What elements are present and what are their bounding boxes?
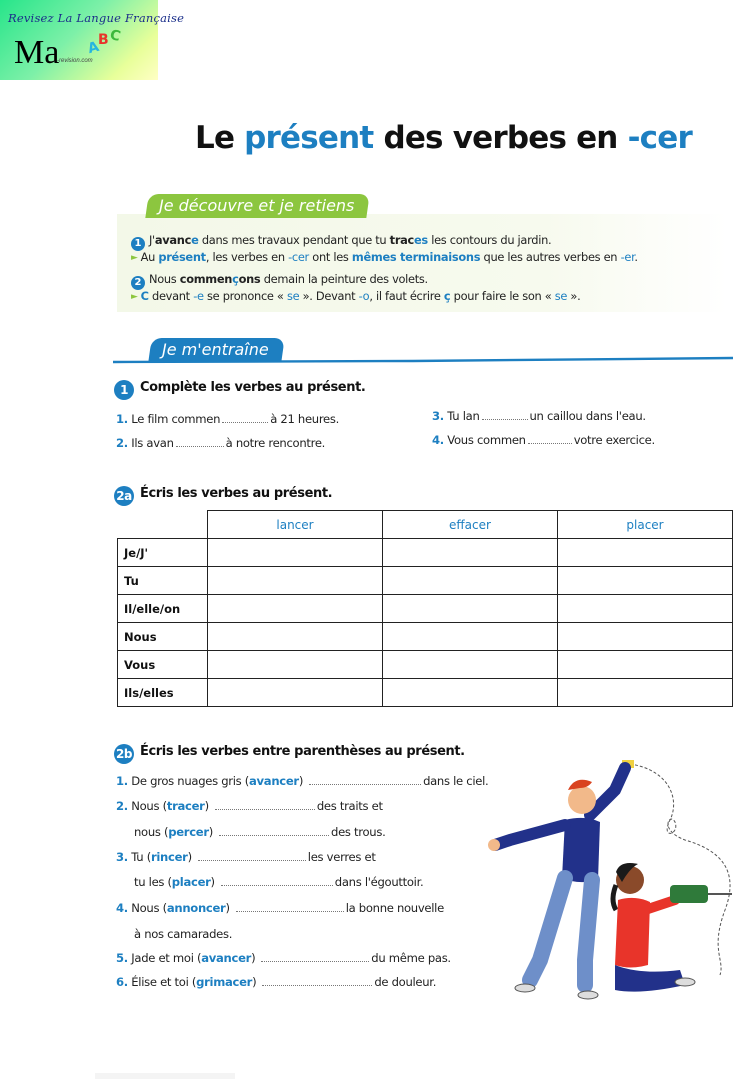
- drill-icon: [670, 885, 708, 903]
- pronoun-label: Il/elle/on: [118, 595, 208, 623]
- answer-blank[interactable]: [262, 975, 372, 986]
- table-row: [118, 651, 733, 679]
- answer-cell[interactable]: [558, 651, 733, 679]
- answer-blank[interactable]: [482, 409, 528, 420]
- conjugation-table: [117, 510, 733, 707]
- kids-diy-illustration: [470, 760, 740, 1010]
- abc-icon: A B C: [86, 26, 123, 58]
- answer-blank[interactable]: [198, 850, 306, 861]
- answer-blank[interactable]: [309, 774, 421, 785]
- exercise-2b-heading: 2b Écris les verbes entre parenthèses au présent.: [114, 744, 465, 764]
- badge-2b-icon: 2b: [114, 744, 134, 764]
- table-row: [118, 623, 733, 651]
- answer-cell[interactable]: [558, 679, 733, 707]
- pronoun-label: Vous: [118, 651, 208, 679]
- logo-site: -revision.com: [57, 58, 93, 64]
- exercise-2b-line-6: 6. Élise et toi (grimacer) de douleur.: [116, 975, 437, 989]
- site-logo: [0, 0, 185, 80]
- answer-cell[interactable]: [208, 539, 383, 567]
- page-title: Le présent des verbes en -cer: [195, 120, 692, 156]
- badge-1-icon: 1: [114, 380, 134, 400]
- answer-blank[interactable]: [176, 436, 224, 447]
- table-row: [118, 595, 733, 623]
- answer-cell[interactable]: [383, 651, 558, 679]
- column-header: effacer: [383, 511, 558, 539]
- logo-tagline: Revisez La Langue Française: [8, 11, 185, 25]
- answer-cell[interactable]: [383, 595, 558, 623]
- discover-example-2: 2 Nous commençons demain la peinture des volets.: [131, 272, 428, 290]
- exercise-2b-line-4: 4. Nous (annoncer) la bonne nouvelle: [116, 901, 444, 915]
- answer-cell[interactable]: [558, 567, 733, 595]
- answer-cell[interactable]: [208, 567, 383, 595]
- arrow-icon: ►: [131, 292, 138, 302]
- exercise-2b-line-2b: nous (percer) des trous.: [134, 825, 386, 839]
- answer-cell[interactable]: [383, 679, 558, 707]
- answer-blank[interactable]: [261, 951, 369, 962]
- answer-cell[interactable]: [558, 623, 733, 651]
- answer-cell[interactable]: [208, 623, 383, 651]
- answer-cell[interactable]: [558, 595, 733, 623]
- exercise-2b-line-3: 3. Tu (rincer) les verres et: [116, 850, 376, 864]
- table-header-row: [118, 511, 733, 539]
- answer-cell[interactable]: [383, 623, 558, 651]
- badge-1-icon: 1: [131, 237, 145, 251]
- table-row: [118, 567, 733, 595]
- discover-banner: Je découvre et je retiens: [145, 194, 370, 218]
- exercise-1-item-1: 1. Le film commen à 21 heures.: [116, 412, 340, 426]
- exercise-1-item-4: 4. Vous commen votre exercice.: [432, 433, 655, 447]
- column-header: lancer: [208, 511, 383, 539]
- answer-cell[interactable]: [558, 539, 733, 567]
- badge-2-icon: 2: [131, 276, 145, 290]
- pronoun-label: Nous: [118, 623, 208, 651]
- section-divider: [113, 356, 733, 366]
- answer-blank[interactable]: [528, 433, 572, 444]
- answer-blank[interactable]: [236, 901, 344, 912]
- exercise-2a-heading: 2a Écris les verbes au présent.: [114, 486, 332, 506]
- pronoun-label: Je/J': [118, 539, 208, 567]
- exercise-2b-line-4b: à nos camarades.: [134, 927, 233, 941]
- answer-blank[interactable]: [215, 799, 315, 810]
- exercise-2b-line-2: 2. Nous (tracer) des traits et: [116, 799, 383, 813]
- exercise-2b-line-1: 1. De gros nuages gris (avancer) dans le ciel.: [116, 774, 489, 788]
- table-row: [118, 679, 733, 707]
- pronoun-label: Ils/elles: [118, 679, 208, 707]
- pronoun-label: Tu: [118, 567, 208, 595]
- arrow-icon: ►: [131, 253, 138, 263]
- answer-cell[interactable]: [208, 595, 383, 623]
- discover-rule-2: ► C devant -e se prononce « se ». Devant -o, il faut écrire ç pour faire le son « se ».: [131, 289, 581, 303]
- practice-banner: Je m'entraîne: [148, 338, 284, 362]
- answer-blank[interactable]: [222, 412, 268, 423]
- answer-blank[interactable]: [221, 875, 333, 886]
- exercise-2b-line-3b: tu les (placer) dans l'égouttoir.: [134, 875, 424, 889]
- answer-cell[interactable]: [208, 679, 383, 707]
- answer-cell[interactable]: [208, 651, 383, 679]
- footer-scan-mark: [95, 1073, 235, 1079]
- exercise-1-item-2: 2. Ils avan à notre rencontre.: [116, 436, 326, 450]
- exercise-1-item-3: 3. Tu lan un caillou dans l'eau.: [432, 409, 646, 423]
- badge-2a-icon: 2a: [114, 486, 134, 506]
- exercise-2b-line-5: 5. Jade et moi (avancer) du même pas.: [116, 951, 451, 965]
- logo-brand: Ma: [14, 34, 60, 71]
- table-row: [118, 539, 733, 567]
- answer-blank[interactable]: [219, 825, 329, 836]
- answer-cell[interactable]: [383, 567, 558, 595]
- discover-rule-1: ► Au présent, les verbes en -cer ont les mêmes terminaisons que les autres verbes en -er.: [131, 250, 638, 264]
- answer-cell[interactable]: [383, 539, 558, 567]
- column-header: placer: [558, 511, 733, 539]
- discover-example-1: 1 J'avance dans mes travaux pendant que tu traces les contours du jardin.: [131, 233, 551, 251]
- exercise-1-heading: 1 Complète les verbes au présent.: [114, 380, 365, 400]
